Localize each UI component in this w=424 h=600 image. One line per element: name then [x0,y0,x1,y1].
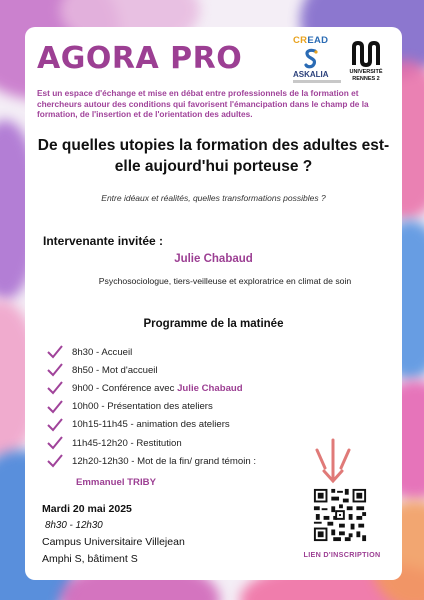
main-question: De quelles utopies la formation des adultes est-elle aujourd'hui porteuse ? [37,137,390,175]
programme-item: 12h20-12h30 - Mot de la fin/ grand témoin : [47,452,256,470]
cread-logo: CREAD [293,35,329,46]
event-location: Campus Universitaire Villejean [42,536,185,548]
subtitle: Entre idéaux et réalités, quelles transformations possibles ? [101,193,326,203]
programme-item: 11h45-12h20 - Restitution [47,434,256,452]
registration-link-label[interactable]: LIEN D'INSCRIPTION [303,550,381,559]
programme-item: 10h15-11h45 - animation des ateliers [47,416,256,434]
flyer-card [25,27,402,580]
programme-item: 8h30 - Accueil [47,343,256,361]
programme-list [47,343,256,470]
checkmark-icon [47,363,63,377]
checkmark-icon [47,345,63,359]
programme-item: 10h00 - Présentation des ateliers [47,398,256,416]
checkmark-icon [47,418,63,432]
partner-logos [293,35,393,87]
askalia-tagline [293,80,341,83]
speaker-heading: Intervenante invitée : [43,234,164,248]
speaker-name: Julie Chabaud [174,253,253,265]
checkmark-icon [47,436,63,450]
rennes2-logo-icon [351,41,381,67]
event-room: Amphi S, bâtiment S [42,553,138,565]
programme-heading: Programme de la matinée [143,318,284,330]
askalia-s-icon [303,48,319,70]
arrow-down-icon [309,436,357,486]
programme-item: 9h00 - Conférence avec Julie Chabaud [47,379,256,397]
conference-speaker-name: Julie Chabaud [177,382,243,394]
page-title: AGORA PRO [37,41,243,76]
event-time: 8h30 - 12h30 [45,520,103,531]
askalia-logo: ASKALIA [293,70,329,79]
checkmark-icon [47,381,63,395]
event-date: Mardi 20 mai 2025 [42,503,132,515]
intro-text: Est un espace d'échange et mise en débat entre professionnels de la formation et chercheurs autour des conditions qui favorisent l'émancipation dans le champ de la formation, de l'insertion et de l'orientation des adultes. [37,88,369,119]
checkmark-icon [47,400,63,414]
grand-temoin-name: Emmanuel TRIBY [76,477,156,488]
rennes2-logo-text: UNIVERSITÉ RENNES 2 [349,69,383,82]
registration-qr-code[interactable] [312,487,368,543]
checkmark-icon [47,454,63,468]
speaker-description: Psychosociologue, tiers-veilleuse et exploratrice en climat de soin [98,276,352,286]
programme-item: 8h50 - Mot d'accueil [47,361,256,379]
